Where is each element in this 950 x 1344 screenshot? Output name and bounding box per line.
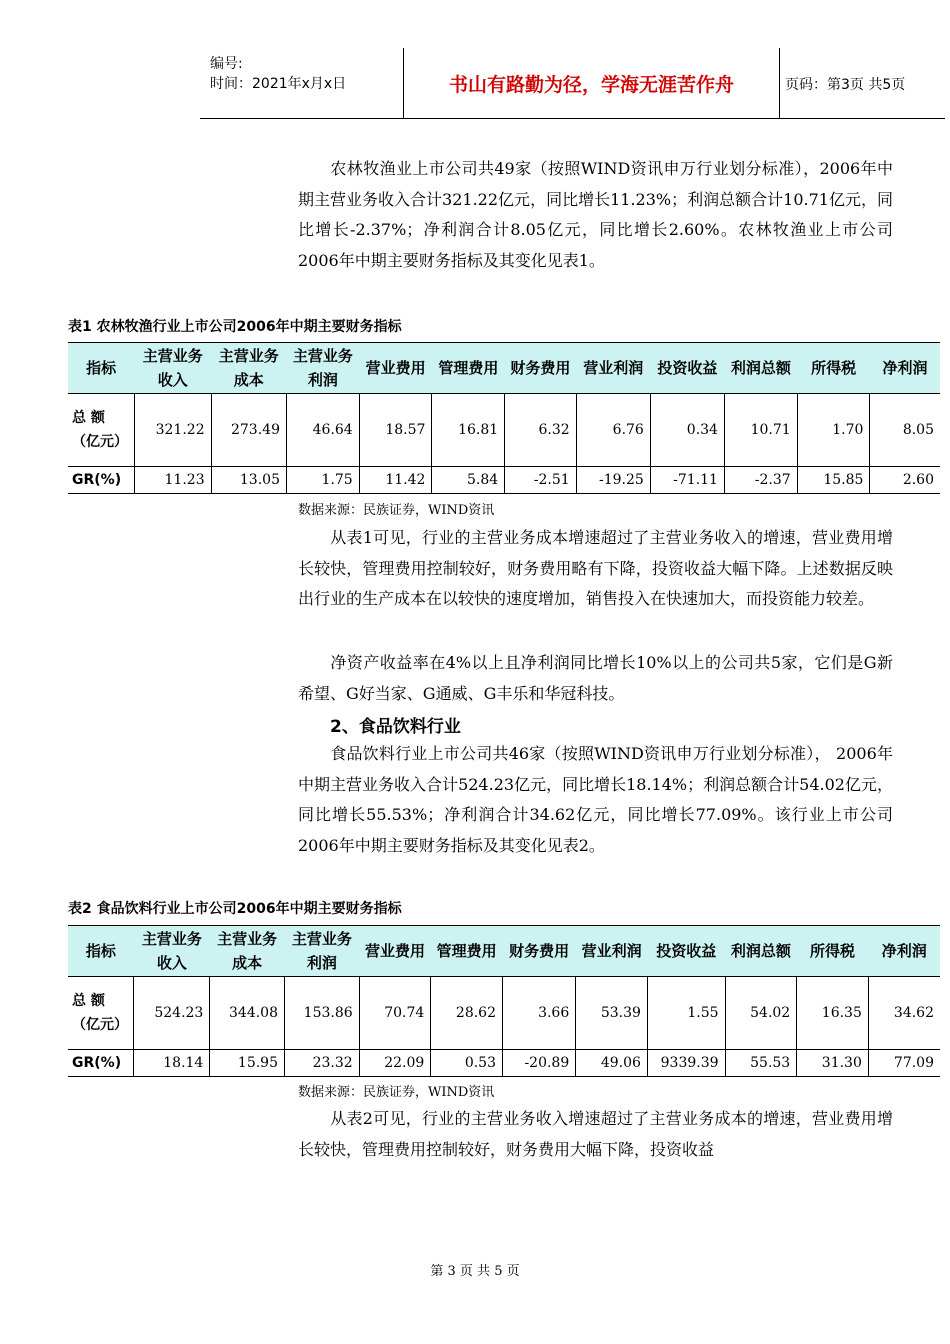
table-cell: 524.23 (134, 977, 210, 1050)
column-header: 财务费用 (503, 926, 576, 977)
column-header: 主营业务利润 (285, 926, 360, 977)
page-footer: 第 3 页 共 5 页 (430, 1264, 520, 1279)
row-label: 总 额（亿元） (68, 977, 134, 1050)
table-cell: 77.09 (868, 1050, 940, 1077)
table-cell: 18.57 (359, 394, 432, 467)
table-cell: 13.05 (211, 467, 286, 494)
table-cell: 55.53 (725, 1050, 797, 1077)
column-header: 净利润 (868, 926, 940, 977)
table2-source: 数据来源：民族证券，WIND资讯 (298, 1085, 495, 1100)
table-cell: 11.42 (359, 467, 432, 494)
column-header: 主营业务成本 (211, 343, 286, 394)
column-header: 投资收益 (650, 343, 724, 394)
paragraph-4 (298, 739, 893, 861)
column-header: 营业利润 (576, 926, 648, 977)
table-row (68, 394, 940, 467)
paragraph-3-text: 净资产收益率在4%以上且净利润同比增长10%以上的公司共5家，它们是G新希望、G好当家、G通威、G丰乐和华冠科技。 (298, 653, 893, 703)
section-heading: 2、食品饮料行业 (330, 717, 461, 737)
column-header: 管理费用 (431, 926, 503, 977)
paragraph-1 (298, 154, 893, 276)
table-cell: -20.89 (503, 1050, 576, 1077)
column-header: 主营业务成本 (210, 926, 285, 977)
table-cell: 49.06 (576, 1050, 648, 1077)
column-header: 指标 (68, 343, 134, 394)
table-header-row (68, 343, 940, 394)
paragraph-5-text: 从表2可见，行业的主营业务收入增速超过了主营业务成本的增速，营业费用增长较快，管理费用控制较好，财务费用大幅下降，投资收益 (298, 1109, 893, 1159)
table-cell: 15.95 (210, 1050, 285, 1077)
row-label: GR(%) (68, 467, 134, 494)
page-header (200, 48, 945, 119)
table-cell: 1.55 (647, 977, 725, 1050)
table-cell: 54.02 (725, 977, 797, 1050)
column-header: 净利润 (870, 343, 940, 394)
table-cell: 10.71 (724, 394, 797, 467)
column-header: 主营业务收入 (134, 343, 211, 394)
number-label: 编号: (210, 56, 243, 72)
table-cell: 22.09 (359, 1050, 431, 1077)
paragraph-3 (298, 648, 893, 709)
paragraph-1-text: 农林牧渔业上市公司共49家（按照WIND资讯申万行业划分标准），2006年中期主营业务收入合计321.22亿元，同比增长11.23%；利润总额合计10.71亿元，同比增长-2.37%；净利润合计8.05亿元，同比增长2.60%。农林牧渔业上市公司2006年中期主要财务指标及其变化见表1。 (298, 159, 893, 270)
table-cell: 2.60 (870, 467, 940, 494)
column-header: 营业费用 (359, 926, 431, 977)
table-cell: 273.49 (211, 394, 286, 467)
header-motto: 书山有路勤为径，学海无涯苦作舟 (403, 48, 780, 118)
paragraph-4-text: 食品饮料行业上市公司共46家（按照WIND资讯申万行业划分标准）， 2006年中期主营业务收入合计524.23亿元，同比增长18.14%；利润总额合计54.02亿元，同比增长55.53%；净利润合计34.62亿元，同比增长77.09%。该行业上市公司2006年中期主要财务指标及其变化见表2。 (298, 744, 893, 855)
table2 (68, 925, 940, 1077)
table1-source: 数据来源：民族证券，WIND资讯 (298, 503, 495, 518)
table-cell: -19.25 (576, 467, 650, 494)
table-cell: 53.39 (576, 977, 648, 1050)
column-header: 所得税 (797, 926, 869, 977)
table-cell: 153.86 (285, 977, 360, 1050)
row-label: 总 额（亿元） (68, 394, 134, 467)
column-header: 财务费用 (505, 343, 577, 394)
table-cell: 16.35 (797, 977, 869, 1050)
table-cell: 23.32 (285, 1050, 360, 1077)
table-cell: 5.84 (432, 467, 505, 494)
header-left (210, 54, 346, 94)
table-cell: 1.75 (286, 467, 359, 494)
table-cell: 11.23 (134, 467, 211, 494)
header-page-label: 页码：第3页 共5页 (785, 77, 906, 93)
column-header: 管理费用 (432, 343, 505, 394)
column-header: 投资收益 (647, 926, 725, 977)
column-header: 利润总额 (725, 926, 797, 977)
column-header: 主营业务利润 (286, 343, 359, 394)
table-cell: 34.62 (868, 977, 940, 1050)
table1-caption: 表1 农林牧渔行业上市公司2006年中期主要财务指标 (68, 319, 402, 335)
table-cell: -2.37 (724, 467, 797, 494)
table-cell: 3.66 (503, 977, 576, 1050)
table-cell: 8.05 (870, 394, 940, 467)
table2-caption: 表2 食品饮料行业上市公司2006年中期主要财务指标 (68, 901, 402, 917)
table-row (68, 467, 940, 494)
table-cell: 46.64 (286, 394, 359, 467)
table-cell: 6.76 (576, 394, 650, 467)
table-row (68, 977, 940, 1050)
paragraph-5 (298, 1104, 893, 1165)
table-cell: 321.22 (134, 394, 211, 467)
time-label: 时间：2021年x月x日 (210, 76, 347, 92)
column-header: 所得税 (797, 343, 870, 394)
table-cell: 0.34 (650, 394, 724, 467)
column-header: 营业费用 (359, 343, 432, 394)
table-cell: 344.08 (210, 977, 285, 1050)
table-header-row (68, 926, 940, 977)
table-cell: 9339.39 (647, 1050, 725, 1077)
table-cell: -71.11 (650, 467, 724, 494)
column-header: 指标 (68, 926, 134, 977)
table-cell: -2.51 (505, 467, 577, 494)
paragraph-2 (298, 523, 893, 615)
column-header: 主营业务收入 (134, 926, 210, 977)
table-cell: 70.74 (359, 977, 431, 1050)
paragraph-2-text: 从表1可见，行业的主营业务成本增速超过了主营业务收入的增速，营业费用增长较快，管理费用控制较好，财务费用略有下降，投资收益大幅下降。上述数据反映出行业的生产成本在以较快的速度增加，销售投入在快速加大，而投资能力较差。 (298, 528, 893, 608)
table-cell: 28.62 (431, 977, 503, 1050)
row-label: GR(%) (68, 1050, 134, 1077)
table-cell: 18.14 (134, 1050, 210, 1077)
table-cell: 16.81 (432, 394, 505, 467)
column-header: 利润总额 (724, 343, 797, 394)
table-cell: 15.85 (797, 467, 870, 494)
table-cell: 0.53 (431, 1050, 503, 1077)
column-header: 营业利润 (576, 343, 650, 394)
table-cell: 31.30 (797, 1050, 869, 1077)
table1 (68, 342, 940, 494)
table-row (68, 1050, 940, 1077)
table-cell: 1.70 (797, 394, 870, 467)
table-cell: 6.32 (505, 394, 577, 467)
